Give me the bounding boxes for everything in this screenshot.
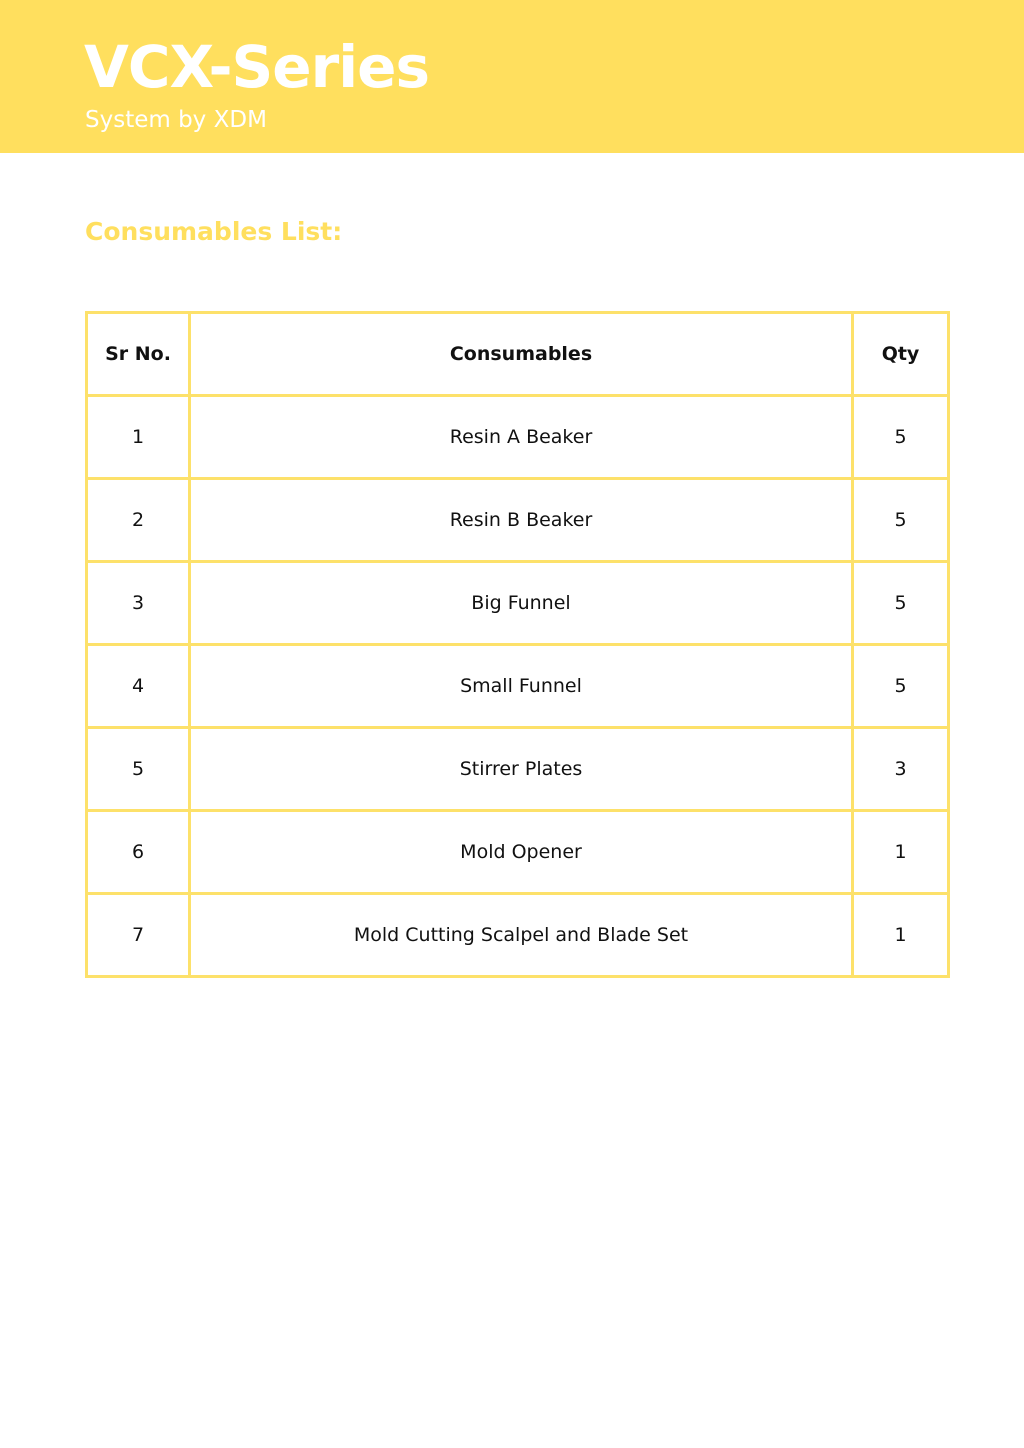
table-row: [87, 645, 949, 728]
column-header-sr-no: Sr No.: [87, 313, 190, 396]
cell-sr-no: 1: [87, 396, 190, 479]
cell-sr-no: 3: [87, 562, 190, 645]
column-header-qty: Qty: [853, 313, 949, 396]
cell-consumable: Resin B Beaker: [190, 479, 853, 562]
cell-consumable: Mold Opener: [190, 811, 853, 894]
cell-sr-no: 2: [87, 479, 190, 562]
cell-sr-no: 7: [87, 894, 190, 977]
table-header-row: [87, 313, 949, 396]
cell-qty: 5: [853, 396, 949, 479]
cell-consumable: Mold Cutting Scalpel and Blade Set: [190, 894, 853, 977]
header-banner: [0, 0, 1024, 153]
cell-sr-no: 5: [87, 728, 190, 811]
column-header-consumables: Consumables: [190, 313, 853, 396]
cell-qty: 1: [853, 811, 949, 894]
table-row: [87, 811, 949, 894]
cell-qty: 5: [853, 645, 949, 728]
document-subtitle: System by XDM: [85, 107, 267, 133]
cell-qty: 5: [853, 479, 949, 562]
table-row: [87, 562, 949, 645]
cell-consumable: Resin A Beaker: [190, 396, 853, 479]
consumables-table: [85, 311, 950, 978]
cell-consumable: Big Funnel: [190, 562, 853, 645]
document-title: VCX-Series: [84, 33, 429, 101]
cell-sr-no: 4: [87, 645, 190, 728]
table-row: [87, 728, 949, 811]
table-row: [87, 894, 949, 977]
cell-sr-no: 6: [87, 811, 190, 894]
table-row: [87, 396, 949, 479]
table-row: [87, 479, 949, 562]
cell-qty: 1: [853, 894, 949, 977]
cell-qty: 3: [853, 728, 949, 811]
cell-consumable: Stirrer Plates: [190, 728, 853, 811]
section-heading: Consumables List:: [85, 217, 343, 246]
cell-consumable: Small Funnel: [190, 645, 853, 728]
cell-qty: 5: [853, 562, 949, 645]
